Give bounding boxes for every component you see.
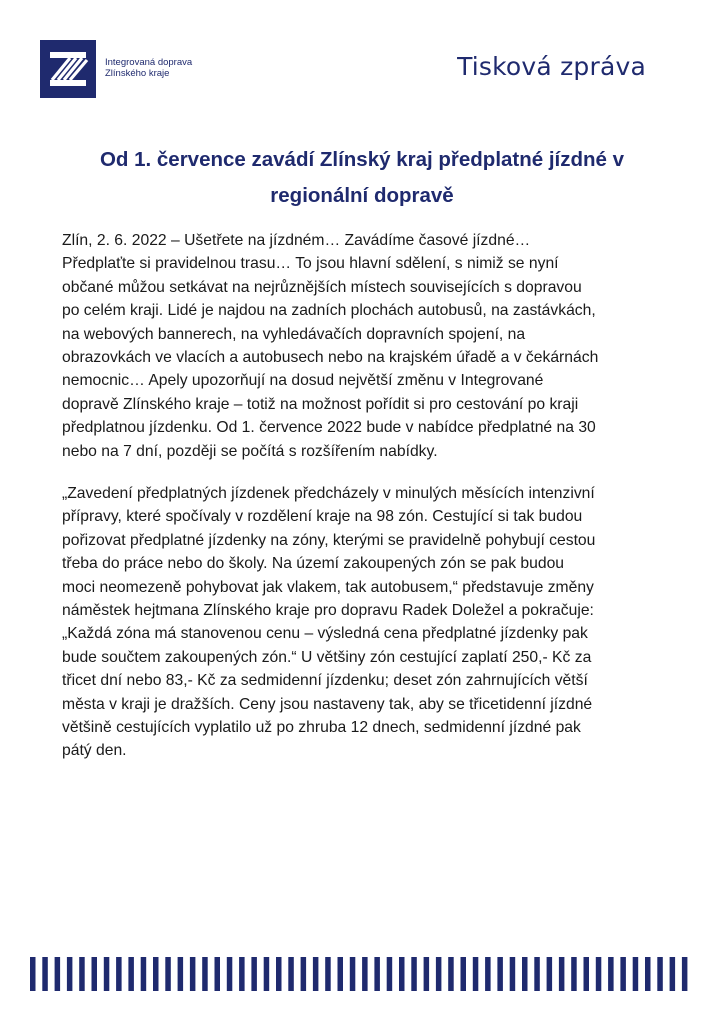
footer-stripe xyxy=(374,957,380,991)
footer-stripe xyxy=(584,957,590,991)
footer-stripe xyxy=(645,957,651,991)
footer-stripe xyxy=(30,957,36,991)
footer-stripe xyxy=(227,957,233,991)
footer-stripe xyxy=(620,957,626,991)
footer-stripe xyxy=(264,957,270,991)
text-line: na webových bannerech, na vyhledávačích dopravních spojení, na xyxy=(62,325,526,343)
footer-stripe xyxy=(510,957,516,991)
footer-stripe xyxy=(608,957,614,991)
footer-stripe xyxy=(178,957,184,991)
footer-stripe xyxy=(547,957,553,991)
text-line: Zlín, 2. 6. 2022 – Ušetřete na jízdném… Zavádíme časové jízdné… xyxy=(62,232,531,249)
footer-stripe xyxy=(436,957,442,991)
footer-stripe xyxy=(571,957,577,991)
footer-stripe xyxy=(202,957,208,991)
footer-stripe xyxy=(325,957,331,991)
text-line: pořizovat předplatné jízdenky na zóny, kterými se pravidelně pohybují cestou xyxy=(62,531,596,549)
text-line: po celém kraji. Lidé je najdou na zadních plochách autobusů, na zastávkách, xyxy=(62,302,596,320)
text-line: nebo na 7 dní, později se počítá s rozšířením nabídky. xyxy=(62,442,438,460)
footer-stripe xyxy=(559,957,565,991)
footer-stripe xyxy=(596,957,602,991)
paragraph-1 xyxy=(62,229,672,463)
text-line: předplatnou jízdenku. Od 1. července 2022 bude v nabídce předplatné na 30 xyxy=(62,419,596,437)
footer-stripe xyxy=(92,957,98,991)
organization-name-line2: Zlínského kraje xyxy=(105,68,170,79)
footer-stripe xyxy=(338,957,344,991)
footer-stripe xyxy=(387,957,393,991)
footer-stripe xyxy=(362,957,368,991)
text-line: moci neomezeně pohybovat jak vlakem, tak autobusem,“ představuje změny xyxy=(62,578,594,596)
text-line: třicet dní nebo 83,- Kč za sedmidenní jízdenku; deset zón zahrnujících větší xyxy=(62,672,588,690)
footer-stripe-pattern xyxy=(28,957,696,991)
footer-stripe xyxy=(313,957,319,991)
footer-stripe xyxy=(190,957,196,991)
footer-stripe xyxy=(288,957,294,991)
footer-stripe xyxy=(473,957,479,991)
footer-stripe xyxy=(522,957,528,991)
article-title xyxy=(60,142,664,214)
text-line: nemocnic… Apely upozorňují na dosud největší změnu v Integrované xyxy=(62,372,544,390)
footer-stripe xyxy=(116,957,122,991)
text-line: „Každá zóna má stanovenou cenu – výsledná cena předplatné jízdenky pak xyxy=(62,625,588,643)
footer-stripe xyxy=(399,957,405,991)
logo-icon xyxy=(40,40,96,98)
text-line: Předplaťte si pravidelnou trasu… To jsou hlavní sdělení, s nimiž se nyní xyxy=(62,255,559,273)
footer-stripe xyxy=(534,957,540,991)
text-line: přípravy, které spočívaly v rozdělení kraje na 98 zón. Cestující si tak budou xyxy=(62,508,583,526)
footer-stripe xyxy=(424,957,430,991)
footer-stripe xyxy=(682,957,688,991)
footer-stripe xyxy=(633,957,639,991)
footer-stripe xyxy=(153,957,159,991)
text-line: „Zavedení předplatných jízdenek předcházely v minulých měsících intenzivní xyxy=(62,485,595,502)
footer-stripe xyxy=(104,957,110,991)
footer-stripe xyxy=(301,957,307,991)
footer-stripe xyxy=(165,957,171,991)
footer-stripe xyxy=(215,957,221,991)
text-line: pátý den. xyxy=(62,742,127,760)
footer-stripe xyxy=(350,957,356,991)
footer-stripe xyxy=(128,957,134,991)
footer-stripe xyxy=(448,957,454,991)
text-line: třeba do práce nebo do školy. Na území zakoupených zón se pak budou xyxy=(62,555,565,573)
footer-stripe xyxy=(239,957,245,991)
text-line: obrazovkách ve vlacích a autobusech nebo na krajském úřadě a v čekárnách xyxy=(62,349,599,367)
text-line: občané můžou setkávat na nejrůznějších místech souvisejících s dopravou xyxy=(62,278,582,296)
text-line: náměstek hejtmana Zlínského kraje pro dopravu Radek Doležel a pokračuje: xyxy=(62,602,594,620)
footer-stripe xyxy=(79,957,85,991)
document-type-label: Tisková zpráva xyxy=(457,52,646,81)
footer-stripe xyxy=(67,957,73,991)
text-line: dopravě Zlínského kraje – totiž na možnost pořídit si pro cestování po kraji xyxy=(62,395,579,413)
paragraph-2 xyxy=(62,482,672,763)
footer-stripe xyxy=(461,957,467,991)
footer-stripe xyxy=(251,957,257,991)
footer-stripe xyxy=(485,957,491,991)
footer-stripe xyxy=(141,957,147,991)
footer-stripe xyxy=(411,957,417,991)
text-line: města v kraji je dražších. Ceny jsou nastaveny tak, aby se třicetidenní jízdné xyxy=(62,695,593,713)
organization-name xyxy=(105,57,192,79)
footer-stripe xyxy=(276,957,282,991)
text-line: bude součtem zakoupených zón.“ U většiny zón cestující zaplatí 250,- Kč za xyxy=(62,648,592,666)
article-title-line2: regionální dopravě xyxy=(270,184,454,207)
footer-stripe xyxy=(42,957,48,991)
article-title-line1: Od 1. července zavádí Zlínský kraj předplatné jízdné v xyxy=(99,148,625,171)
footer-stripe xyxy=(497,957,503,991)
organization-name-line1: Integrovaná doprava xyxy=(105,57,193,68)
footer-stripe xyxy=(657,957,663,991)
footer-stripe xyxy=(670,957,676,991)
text-line: většině cestujících vyplatilo už po zhruba 12 dnech, sedmidenní jízdné pak xyxy=(62,719,581,737)
footer-stripe xyxy=(55,957,61,991)
